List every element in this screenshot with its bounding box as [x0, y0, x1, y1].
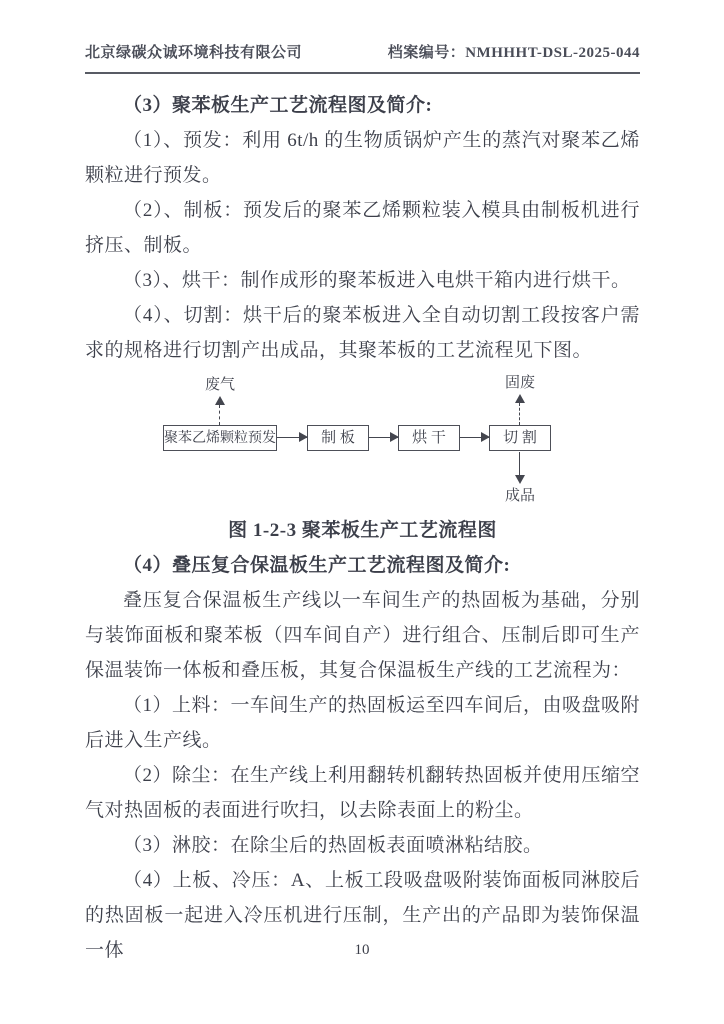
figure-caption: 图 1-2-3 聚苯板生产工艺流程图	[228, 520, 497, 541]
section3-paragraph-4: （4）、切割：烘干后的聚苯板进入全自动切割工段按客户需求的规格进行切割产出成品，其聚苯板的工艺流程见下图。	[85, 305, 640, 361]
flow-arrow-1-head-icon	[299, 432, 308, 442]
company-name: 北京绿碳众诚环境科技有限公司	[85, 45, 303, 61]
archive-number-label: 档案编号：	[387, 45, 466, 61]
flow-arrow-3-head-icon	[481, 432, 490, 442]
product-line	[519, 452, 520, 476]
archive-number	[388, 44, 640, 63]
page-header	[85, 44, 640, 74]
section3-paragraph-1: （1）、预发：利用 6t/h 的生物质锅炉产生的蒸汽对聚苯乙烯颗粒进行预发。	[85, 130, 640, 186]
process-box-board-making: 制 板	[307, 425, 369, 451]
section4-paragraph-3: （3）淋胶：在除尘后的热固板表面喷淋粘结胶。	[123, 835, 543, 856]
product-label: 成品	[504, 488, 535, 504]
section4-paragraph-1: （1）上料：一车间生产的热固板运至四车间后，由吸盘吸附后进入生产线。	[85, 695, 641, 751]
section4-heading: （4）叠压复合保温板生产工艺流程图及简介:	[123, 555, 511, 576]
waste-gas-label: 废气	[204, 377, 235, 393]
page-number: 10	[354, 942, 370, 958]
waste-gas-arrowhead-icon	[215, 396, 225, 405]
flow-arrow-2	[369, 437, 398, 438]
flow-arrow-2-head-icon	[390, 432, 399, 442]
process-box-pre-expansion: 聚苯乙烯颗粒预发	[163, 425, 277, 451]
solid-waste-arrowhead-icon	[515, 394, 525, 403]
section4-intro: 叠压复合保温板生产线以一车间生产的热固板为基础，分别与装饰面板和聚苯板（四车间自产）进行组合、压制后即可生产保温装饰一体板和叠压板，其复合保温板生产线的工艺流程为：	[85, 590, 640, 681]
product-arrowhead-icon	[515, 475, 525, 484]
solid-waste-label: 固废	[504, 375, 535, 391]
document-body	[85, 74, 640, 968]
flow-arrow-3	[460, 437, 489, 438]
section4-paragraph-4: （4）上板、冷压：A、上板工段吸盘吸附装饰面板同淋胶后的热固板一起进入冷压机进行压制，生产出的产品即为装饰保温一体	[85, 870, 640, 961]
process-box-drying: 烘 干	[398, 425, 460, 451]
process-flow-diagram	[85, 368, 640, 513]
section3-paragraph-2: （2）、制板：预发后的聚苯乙烯颗粒装入模具由制板机进行挤压、制板。	[85, 200, 640, 256]
flow-arrow-1	[277, 437, 307, 438]
section3-heading: （3）聚苯板生产工艺流程图及简介:	[123, 95, 433, 116]
section3-paragraph-3: （3）、烘干：制作成形的聚苯板进入电烘干箱内进行烘干。	[123, 270, 631, 291]
section4-paragraph-2: （2）除尘：在生产线上利用翻转机翻转热固板并使用压缩空气对热固板的表面进行吹扫，以去除表面上的粉尘。	[85, 765, 641, 821]
process-box-cutting: 切 割	[489, 425, 551, 451]
archive-number-value: NMHHHT-DSL-2025-044	[465, 45, 640, 61]
